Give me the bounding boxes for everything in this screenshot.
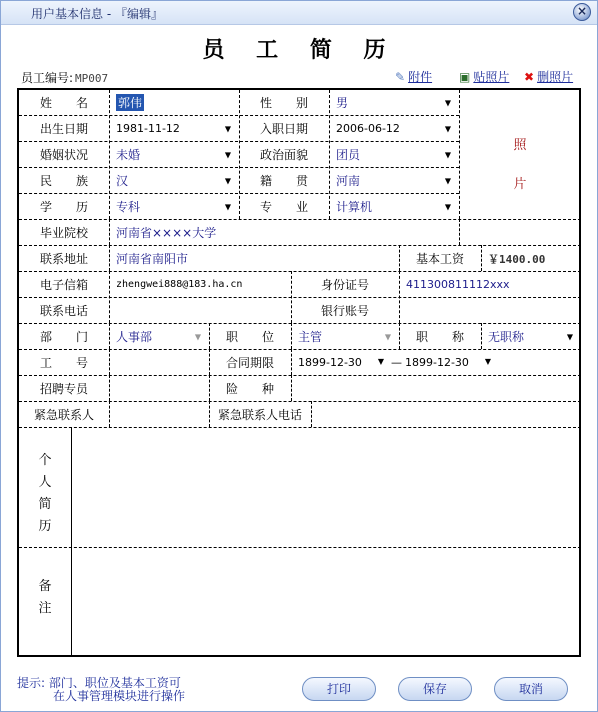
remarks-textarea[interactable] [72, 548, 581, 655]
jobno-field[interactable] [110, 350, 209, 375]
hint-line-1: 提示: 部门、职位及基本工资可 [17, 676, 181, 690]
name-field[interactable] [110, 90, 239, 115]
birth-date-picker[interactable] [110, 116, 239, 141]
resume-char: 人 [38, 475, 52, 490]
dept-select[interactable] [110, 324, 209, 349]
form-title: 员 工 简 历 [202, 37, 398, 63]
email-value: zhengwei888@183.ha.cn [116, 279, 243, 290]
join-value: 2006-06-12 [336, 122, 400, 135]
remarks-char: 备 [38, 579, 52, 594]
idcard-value: 411300811112xxx [406, 278, 510, 291]
emergency-label: 紧急联系人 [33, 408, 94, 422]
recruiter-label: 招聘专员 [39, 382, 88, 396]
marital-value: 未婚 [116, 148, 141, 162]
contract-end-picker[interactable] [405, 356, 495, 369]
photo-char-1: 照 [513, 138, 527, 153]
position-value: 主管 [298, 330, 323, 344]
native-select[interactable] [330, 168, 459, 193]
address-label: 联系地址 [39, 252, 88, 266]
recruiter-field[interactable] [110, 376, 209, 401]
dept-label: 部 门 [39, 330, 88, 344]
chevron-down-icon: ▼ [444, 150, 451, 159]
resume-char: 简 [38, 497, 52, 512]
delete-photo-label: 删照片 [537, 70, 574, 84]
chevron-down-icon: ▼ [444, 202, 451, 211]
school-field[interactable] [110, 220, 459, 245]
edu-value: 专科 [116, 200, 141, 214]
chevron-down-icon: ▼ [484, 357, 491, 366]
gender-select[interactable] [330, 90, 459, 115]
emergency-phone-label: 紧急联系人电话 [217, 408, 302, 422]
major-value: 计算机 [336, 200, 373, 214]
birth-label: 出生日期 [39, 122, 88, 136]
chevron-down-icon: ▼ [224, 124, 231, 133]
dept-value: 人事部 [116, 330, 153, 344]
ethnic-value: 汉 [116, 174, 129, 188]
marital-select[interactable] [110, 142, 239, 167]
chevron-down-icon: ▼ [224, 176, 231, 185]
ethnic-label: 民 族 [39, 174, 88, 188]
hint-line-2: 在人事管理模块进行操作 [53, 689, 186, 703]
idcard-label: 身份证号 [320, 278, 369, 292]
picture-icon: ▣ [459, 70, 471, 84]
phone-field[interactable] [110, 298, 291, 323]
native-value: 河南 [336, 174, 361, 188]
join-label: 入职日期 [259, 122, 308, 136]
delete-icon: ✖ [524, 70, 535, 84]
title-bar [1, 1, 597, 25]
resume-char: 历 [38, 519, 52, 534]
name-value: 郭伟 [118, 96, 143, 110]
contract-range [292, 350, 581, 375]
contract-start-picker[interactable] [298, 356, 388, 369]
edu-label: 学 历 [39, 200, 88, 214]
resume-char: 个 [38, 453, 52, 468]
chevron-down-icon: ▼ [194, 332, 201, 341]
delete-photo-link[interactable] [524, 68, 573, 85]
chevron-down-icon: ▼ [444, 124, 451, 133]
close-icon[interactable]: × [573, 3, 591, 21]
gender-value: 男 [336, 96, 349, 110]
bank-label: 银行账号 [320, 304, 369, 318]
chevron-down-icon: ▼ [224, 202, 231, 211]
salary-label: 基本工资 [415, 252, 464, 266]
major-label: 专 业 [259, 200, 308, 214]
attach-label: 附件 [408, 70, 433, 84]
remarks-label [35, 576, 55, 620]
emergency-field[interactable] [110, 402, 209, 427]
insurance-label: 险 种 [225, 382, 274, 396]
contract-start-value: 1899-12-30 [298, 356, 362, 369]
title-label: 职 称 [415, 330, 464, 344]
chevron-down-icon: ▼ [224, 150, 231, 159]
political-label: 政治面貌 [259, 148, 308, 162]
birth-value: 1981-11-12 [116, 122, 180, 135]
email-label: 电子信箱 [39, 278, 88, 292]
major-select[interactable] [330, 194, 459, 219]
save-button[interactable]: 保存 [398, 677, 472, 701]
address-value: 河南省南阳市 [116, 252, 189, 266]
emergency-phone-field[interactable] [312, 402, 581, 427]
gender-label: 性 别 [259, 96, 308, 110]
marital-label: 婚姻状况 [39, 148, 88, 162]
email-field[interactable] [110, 272, 291, 297]
resume-form [17, 88, 581, 657]
attach-link[interactable] [395, 68, 432, 85]
employee-number-value: MP007 [75, 72, 109, 85]
chevron-down-icon: ▼ [377, 357, 384, 366]
bank-field[interactable] [400, 298, 581, 323]
hint-text [17, 677, 185, 703]
ethnic-select[interactable] [110, 168, 239, 193]
cancel-button[interactable]: 取消 [494, 677, 568, 701]
native-label: 籍 贯 [259, 174, 308, 188]
contract-label: 合同期限 [225, 356, 274, 370]
political-value: 团员 [336, 148, 361, 162]
chevron-down-icon: ▼ [566, 332, 573, 341]
insurance-field[interactable] [292, 376, 581, 401]
chevron-down-icon: ▼ [444, 176, 451, 185]
salary-value: ￥1400.00 [488, 252, 546, 266]
resume-textarea[interactable] [72, 428, 581, 547]
chevron-down-icon: ▼ [444, 98, 451, 107]
political-select[interactable] [330, 142, 459, 167]
employee-number [21, 69, 108, 86]
title-value: 无职称 [488, 330, 525, 344]
paperclip-icon: ✎ [395, 70, 406, 84]
resume-label [35, 450, 55, 538]
idcard-field[interactable] [400, 272, 581, 297]
paste-photo-label: 贴照片 [473, 70, 510, 84]
phone-label: 联系电话 [39, 304, 88, 318]
print-button[interactable]: 打印 [302, 677, 376, 701]
position-label: 职 位 [225, 330, 274, 344]
contract-separator: — [391, 356, 402, 369]
edu-select[interactable] [110, 194, 239, 219]
remarks-char: 注 [38, 601, 52, 616]
jobno-label: 工 号 [39, 356, 88, 370]
title-select[interactable] [482, 324, 581, 349]
school-label: 毕业院校 [39, 226, 88, 240]
photo-area[interactable] [459, 90, 581, 220]
name-label: 姓 名 [39, 96, 88, 110]
school-value: 河南省××××大学 [116, 226, 217, 240]
contract-end-value: 1899-12-30 [405, 356, 469, 369]
employee-number-label: 员工编号: [21, 71, 74, 85]
position-select[interactable] [292, 324, 399, 349]
window-title: 用户基本信息 - 『编辑』 [31, 7, 163, 21]
chevron-down-icon: ▼ [384, 332, 391, 341]
paste-photo-link[interactable] [459, 68, 509, 85]
photo-char-2: 片 [513, 177, 527, 192]
join-date-picker[interactable] [330, 116, 459, 141]
address-field[interactable] [110, 246, 399, 271]
